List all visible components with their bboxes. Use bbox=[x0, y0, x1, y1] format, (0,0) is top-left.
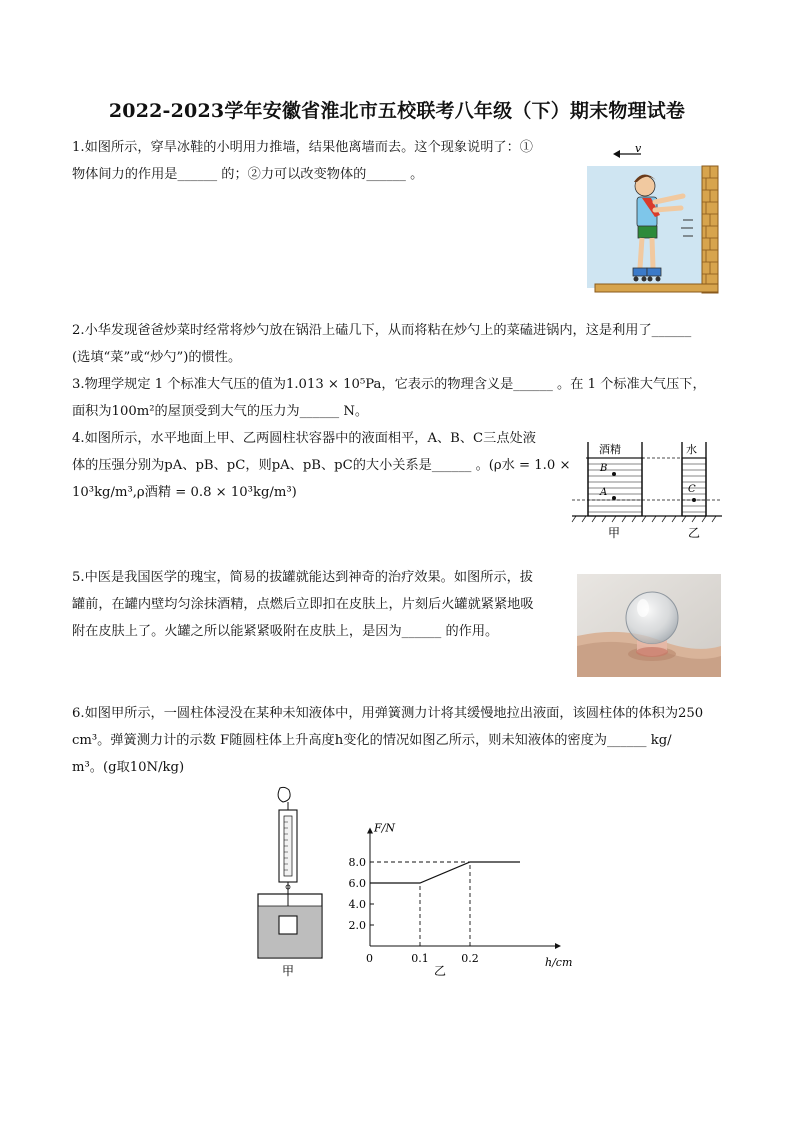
question-3 bbox=[72, 371, 706, 425]
y-axis-label: F/N bbox=[374, 821, 395, 835]
figure-jia-caption: 甲 bbox=[282, 964, 295, 978]
question-1-line-2: 物体间力的作用是______ 的；②力可以改变物体的______ 。 bbox=[72, 167, 424, 182]
skater-figure bbox=[585, 140, 720, 295]
question-5-line-2: 罐前，在罐内壁均匀涂抹酒精，点燃后立即扣在皮肤上，片刻后火罐就紧紧地吸 bbox=[72, 597, 534, 612]
question-5 bbox=[72, 564, 534, 645]
x-tick-label-0-1: 0.1 bbox=[411, 952, 429, 965]
velocity-label: v bbox=[635, 142, 642, 155]
question-6 bbox=[72, 700, 703, 781]
question-6-line-1: 6.如图甲所示，一圆柱体浸没在某种未知液体中，用弹簧测力计将其缓慢地拉出液面，该圆柱体的体积为250 bbox=[72, 706, 704, 721]
right-skate bbox=[647, 268, 661, 276]
x-axis-arrow bbox=[555, 943, 561, 949]
alcohol-label: 酒精 bbox=[599, 443, 621, 456]
left-skate bbox=[633, 268, 647, 276]
question-6-line-2: cm³。弹簧测力计的示数 F随圆柱体上升高度h变化的情况如图乙所示，则未知液体的密度为______ kg/ bbox=[72, 733, 672, 748]
hand-hook-icon bbox=[278, 787, 290, 802]
question-5-line-1: 5.中医是我国医学的瑰宝，简易的拔罐就能达到神奇的治疗效果。如图所示，拔 bbox=[72, 570, 533, 585]
cupping-photo bbox=[577, 574, 721, 677]
question-2-line-2: (选填“菜”或“炒勺”)的惯性。 bbox=[72, 350, 242, 365]
point-b-dot bbox=[612, 472, 616, 476]
question-5-line-3: 附在皮肤上了。火罐之所以能紧紧吸附在皮肤上，是因为______ 的作用。 bbox=[72, 624, 499, 639]
container-jia-caption: 甲 bbox=[608, 526, 621, 540]
figure-yi-caption: 乙 bbox=[434, 964, 447, 978]
x-axis-label: h/cm bbox=[545, 956, 573, 969]
question-1 bbox=[72, 134, 533, 188]
question-2 bbox=[72, 317, 691, 371]
force-curve bbox=[370, 862, 520, 883]
point-c-label: C bbox=[688, 484, 696, 495]
question-4-line-1: 4.如图所示，水平地面上甲、乙两圆柱状容器中的液面相平，A、B、C三点处液 bbox=[72, 431, 536, 446]
floor bbox=[595, 284, 718, 292]
point-b-label: B bbox=[600, 463, 608, 474]
question-2-line-1: 2.小华发现爸爸炒菜时经常将炒勺放在锅沿上磕几下，从而将粘在炒勺上的菜磕进锅内，这是利用了______ bbox=[72, 323, 692, 338]
question-4-line-3: 10³kg/m³,ρ酒精 = 0.8 × 10³kg/m³) bbox=[72, 485, 297, 500]
cylinder-block bbox=[279, 916, 297, 934]
y-tick-label-4-0: 4.0 bbox=[348, 898, 366, 911]
force-height-chart bbox=[340, 814, 573, 980]
containers-figure bbox=[572, 436, 722, 542]
y-tick-label-2-0: 2.0 bbox=[348, 919, 366, 932]
question-1-line-1: 1.如图所示，穿旱冰鞋的小明用力推墙，结果他离墙而去。这个现象说明了：① bbox=[72, 140, 533, 155]
question-4 bbox=[72, 425, 571, 506]
y-tick-label-8-0: 8.0 bbox=[348, 856, 366, 869]
question-6-line-3: m³。(g取10N/kg) bbox=[72, 760, 185, 775]
y-axis-arrow bbox=[367, 828, 373, 834]
question-3-line-1: 3.物理学规定 1 个标准大气压的值为1.013 × 10⁵Pa，它表示的物理含义是______ 。在 1 个标准大气压下， bbox=[72, 377, 706, 392]
x-tick-label-0-2: 0.2 bbox=[461, 952, 479, 965]
origin-tick-label: 0 bbox=[366, 952, 373, 965]
y-tick-label-6-0: 6.0 bbox=[348, 877, 366, 890]
question-3-line-2: 面积为100m²的屋顶受到大气的压力为______ N。 bbox=[72, 404, 369, 419]
page-title: 2022-2023学年安徽省淮北市五校联考八年级（下）期末物理试卷 bbox=[108, 100, 686, 122]
point-a-label: A bbox=[600, 487, 608, 498]
glass-cup bbox=[626, 592, 678, 644]
water-label: 水 bbox=[686, 443, 697, 456]
question-4-line-2: 体的压强分别为pA、pB、pC，则pA、pB、pC的大小关系是______ 。(ρ水 = 1.0 × bbox=[72, 458, 571, 473]
container-yi-caption: 乙 bbox=[688, 526, 701, 540]
spring-scale-figure bbox=[255, 784, 325, 980]
point-a-dot bbox=[612, 496, 616, 500]
